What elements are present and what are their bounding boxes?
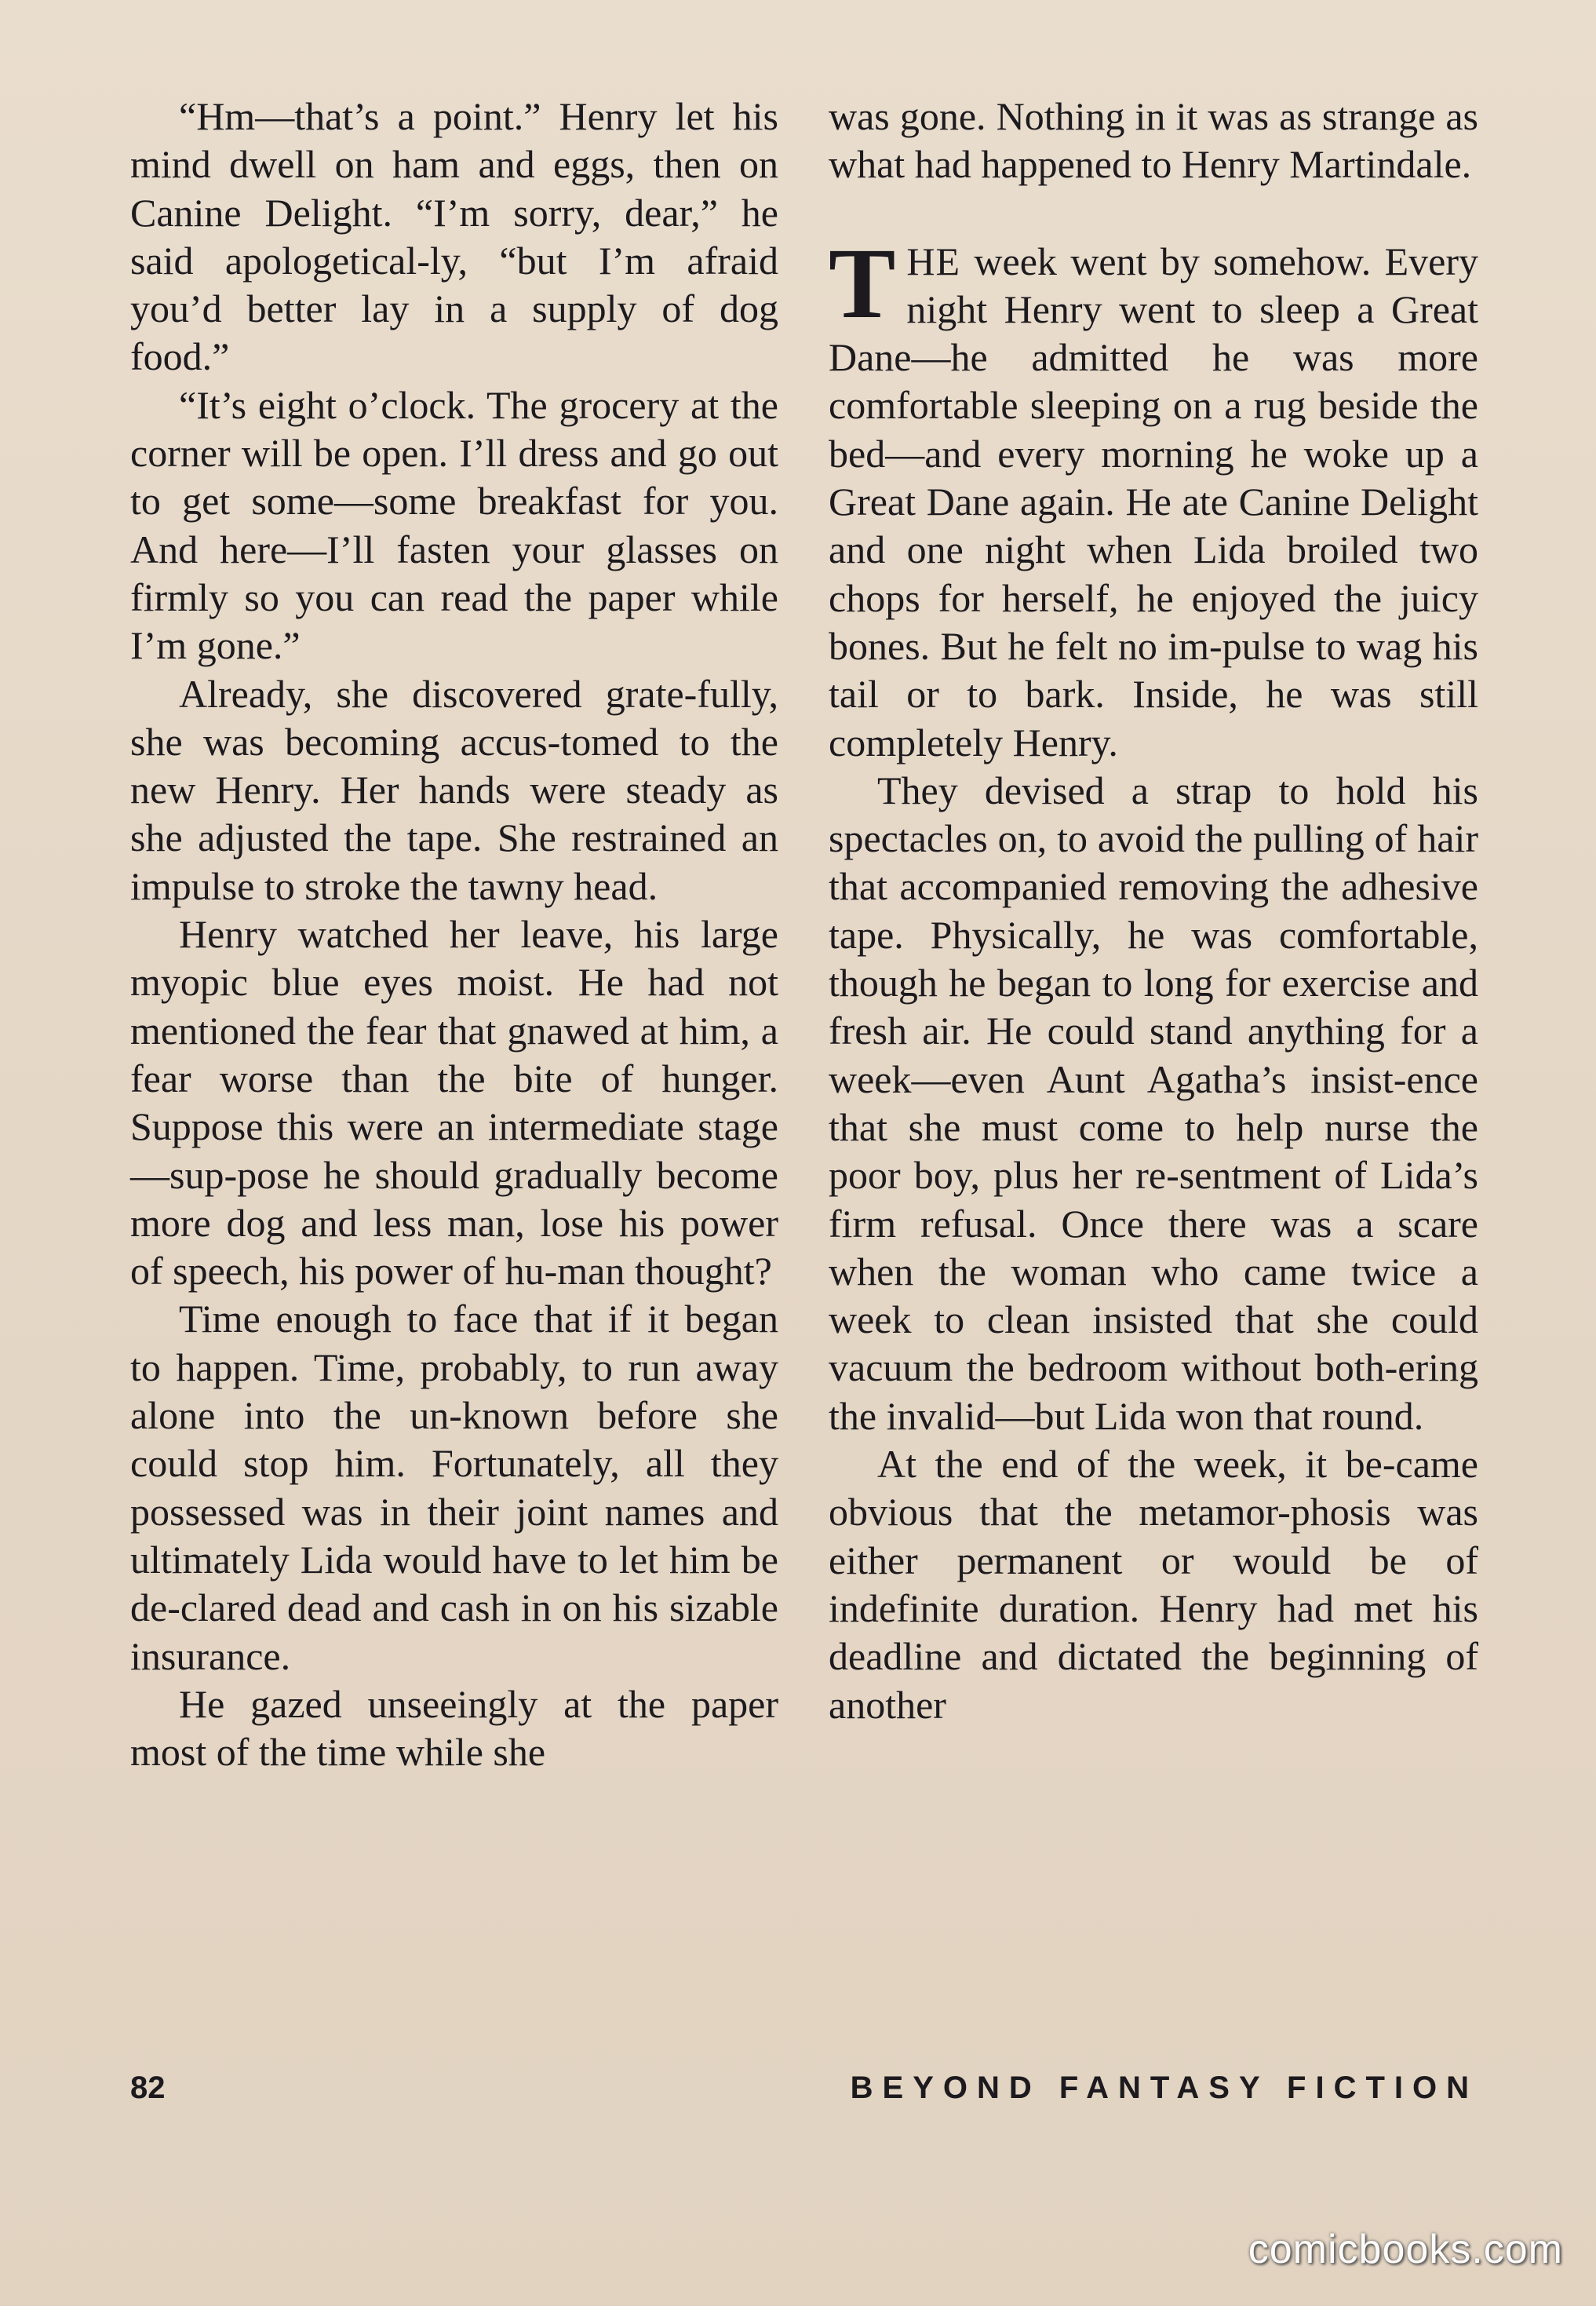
small-caps-lead: HE: [906, 239, 961, 283]
paragraph-continuation: was gone. Nothing in it was as strange as what had happened to Henry Martindale.: [829, 94, 1478, 187]
paragraph: He gazed unseeingly at the paper most of the time while she: [130, 1681, 778, 1775]
running-title: BEYOND FANTASY FICTION: [850, 2071, 1478, 2105]
watermark-logo: comicbooks.com: [1248, 2227, 1563, 2272]
left-text-column: [130, 93, 778, 1776]
paragraph: Already, she discovered grate-fully, she was becoming accus-tomed to the new Henry. Her hands were steady as she adjusted the tape. She restrained an impulse to stroke the tawny head.: [130, 671, 778, 908]
paragraph: “It’s eight o’clock. The grocery at the corner will be open. I’ll dress and go out to get some—some breakfast for you. And here—I’ll fasten your glasses on firmly so you can read the paper while I’m gone.”: [130, 382, 778, 668]
paragraph: Time enough to face that if it began to happen. Time, probably, to run away alone into the un-known before she could stop him. Fortunately, all they possessed was in their joint names and ultimately Lida would have to let him be de-clared dead and cash in on his sizable insurance.: [130, 1297, 778, 1678]
page-number: 82: [130, 2071, 166, 2105]
page-footer: [130, 2071, 1478, 2118]
right-text-column: [829, 93, 1478, 1729]
paragraph: Henry watched her leave, his large myopic blue eyes moist. He had not mentioned the fear that gnawed at him, a fear worse than the bite of hunger. Suppose this were an intermediate stage—sup-pose he should gradually become more dog and less man, lose his power of speech, his power of hu-man thought?: [130, 912, 778, 1293]
section-break: [829, 189, 1478, 238]
paragraph: “Hm—that’s a point.” Henry let his mind dwell on ham and eggs, then on Canine Delight. “I’m sorry, dear,” he said apologetical-ly, “but I’m afraid you’d better lay in a supply of dog food.”: [130, 94, 778, 379]
drop-cap-letter: T: [829, 227, 896, 339]
dropcap-paragraph-text: week went by somehow. Every night Henry went to sleep a Great Dane—he admitted he was more comfortable sleeping on a rug beside the bed—and every morning he woke up a Great Dane again. He ate Canine Delight and one night when Lida broiled two chops for herself, he enjoyed the juicy bones. But he felt no im-pulse to wag his tail or to bark. Inside, he was still completely Henry.: [829, 239, 1478, 764]
dropcap-paragraph: [829, 227, 1478, 767]
paragraph: They devised a strap to hold his spectacles on, to avoid the pulling of hair that accompanied removing the adhesive tape. Physically, he was comfortable, though he began to long for exercise and fresh air. He could stand anything for a week—even Aunt Agatha’s insist-ence that she must come to help nurse the poor boy, plus her re-sentment of Lida’s firm refusal. Once there was a scare when the woman who came twice a week to clean insisted that she could vacuum the bedroom without both-ering the invalid—but Lida won that round.: [829, 768, 1478, 1438]
paragraph: At the end of the week, it be-came obvious that the metamor-phosis was either permanent or would be of indefinite duration. Henry had met his deadline and dictated the beginning of another: [829, 1442, 1478, 1727]
